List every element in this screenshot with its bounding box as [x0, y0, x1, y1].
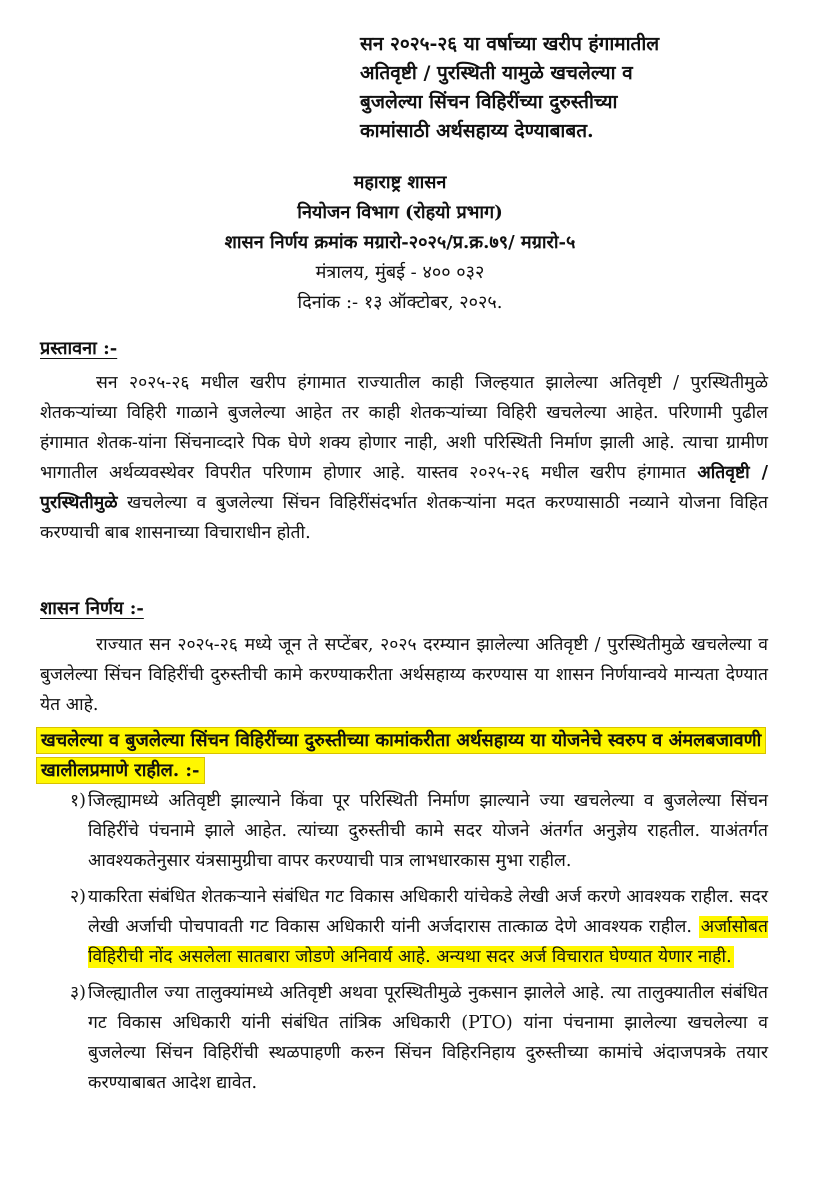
gr-number: शासन निर्णय क्रमांक मग्रारो-२०२५/प्र.क्र.७९/ मग्रारो-५ [224, 232, 576, 253]
decision-title: शासन निर्णय :- [40, 598, 144, 619]
list-item-number: १) [70, 791, 86, 811]
decision-list [40, 786, 768, 1104]
preamble-paragraph [40, 368, 768, 548]
preamble-text-end: खचलेल्या व बुजलेल्या सिंचन विहिरींसंदर्भात शेतकऱ्यांना मदत करण्यासाठी नव्याने योजना विहित करण्याची बाब शासनाच्या विचाराधीन होती. [40, 493, 768, 543]
gr-date: दिनांक :- १३ ऑक्टोबर, २०२५. [297, 292, 503, 313]
subject-line: कामांसाठी अर्थसहाय्य देण्याबाबत. [360, 120, 594, 142]
highlighted-heading-text: खचलेल्या व बुजलेल्या सिंचन विहिरींच्या दुरुस्तीच्या कामांकरीता अर्थसहाय्य या योजनेचे स्वरुप व अंमलबजावणी खालीलप्रमाणे राहील. :- [36, 727, 766, 784]
subject-block [360, 30, 760, 146]
department-name: नियोजन विभाग (रोहयो प्रभाग) [297, 202, 503, 223]
subject-line: सन २०२५-२६ या वर्षाच्या खरीप हंगामातील [360, 33, 660, 55]
preamble-title: प्रस्तावना :- [40, 338, 118, 359]
list-item-number: ३) [70, 983, 86, 1003]
list-item-text: जिल्ह्यातील ज्या तालुक्यांमध्ये अतिवृष्टी अथवा पूरस्थितीमुळे नुकसान झालेले आहे. त्या तालुक्यातील संबंधित गट विकास अधिकारी यांनी संबंधित तांत्रिक अधिकारी (PTO) यांना पंचनामा झालेल्या खचलेल्या व बुजलेल्या सिंचन विहिरींची स्थळपाहणी करुन सिंचन विहिरनिहाय दुरुस्तीच्या कामांचे अंदाजपत्रके तयार करण्याबाबत आदेश द्यावेत. [88, 983, 768, 1093]
list-item [40, 978, 768, 1098]
government-name: महाराष्ट्र शासन [353, 172, 447, 193]
list-item [40, 786, 768, 876]
list-item-number: २) [70, 887, 86, 907]
highlighted-heading [36, 726, 762, 786]
list-item-text: जिल्ह्यामध्ये अतिवृष्टी झाल्याने किंवा पूर परिस्थिती निर्माण झाल्याने ज्या खचलेल्या व बुजलेल्या सिंचन विहिरींचे पंचनामे झाले आहेत. त्यांच्या दुरुस्तीची कामे सदर योजने अंतर्गत अनुज्ञेय राहतील. याअंतर्गत आवश्यकतेनुसार यंत्रसामुग्रीचा वापर करण्याची पात्र लाभधारकास मुभा राहील. [88, 791, 768, 871]
decision-paragraph [40, 630, 768, 720]
list-item [40, 882, 768, 972]
highlighted-requirement: अर्जासोबत विहिरीची नोंद असलेला सातबारा जोडणे अनिवार्य आहे. अन्यथा सदर अर्ज विचारात घेण्यात येणार नाही. [88, 917, 768, 967]
address: मंत्रालय, मुंबई - ४०० ०३२ [315, 262, 485, 283]
list-item-text: याकरिता संबंधित शेतकऱ्याने संबंधित गट विकास अधिकारी यांचेकडे लेखी अर्ज करणे आवश्यक राहील. सदर लेखी अर्जाची पोचपावती गट विकास अधिकारी यांनी अर्जदारास तात्काळ देणे आवश्यक राहील. [88, 887, 768, 937]
decision-text: राज्यात सन २०२५-२६ मध्ये जून ते सप्टेंबर, २०२५ दरम्यान झालेल्या अतिवृष्टी / पुरस्थितीमुळे खचलेल्या व बुजलेल्या सिंचन विहिरींची दुरुस्तीची कामे करण्याकरीता अर्थसहाय्य करण्यास या शासन निर्णयान्वये मान्यता देण्यात येत आहे. [40, 635, 768, 715]
preamble-text: सन २०२५-२६ मधील खरीप हंगामात राज्यातील काही जिल्हयात झालेल्या अतिवृष्टी / पुरस्थितीमुळे शेतकऱ्यांच्या विहिरी गाळाने बुजलेल्या आहेत तर काही शेतकऱ्यांच्या विहिरी खचलेल्या आहेत. परिणामी पुढील हंगामात शेतक-यांना सिंचनाव्दारे पिक घेणे शक्य होणार नाही, अशी परिस्थिती निर्माण झाली आहे. त्याचा ग्रामीण भागातील अर्थव्यवस्थेवर विपरीत परिणाम होणार आहे. यास्तव २०२५-२६ मधील खरीप हंगामात [40, 373, 768, 483]
subject-line: बुजलेल्या सिंचन विहिरींच्या दुरुस्तीच्या [360, 91, 618, 113]
gr-header [120, 168, 680, 318]
subject-line: अतिवृष्टी / पुरस्थिती यामुळे खचलेल्या व [360, 62, 633, 84]
preamble-bold-text: अतिवृष्टी / पुरस्थितीमुळे [40, 463, 768, 513]
